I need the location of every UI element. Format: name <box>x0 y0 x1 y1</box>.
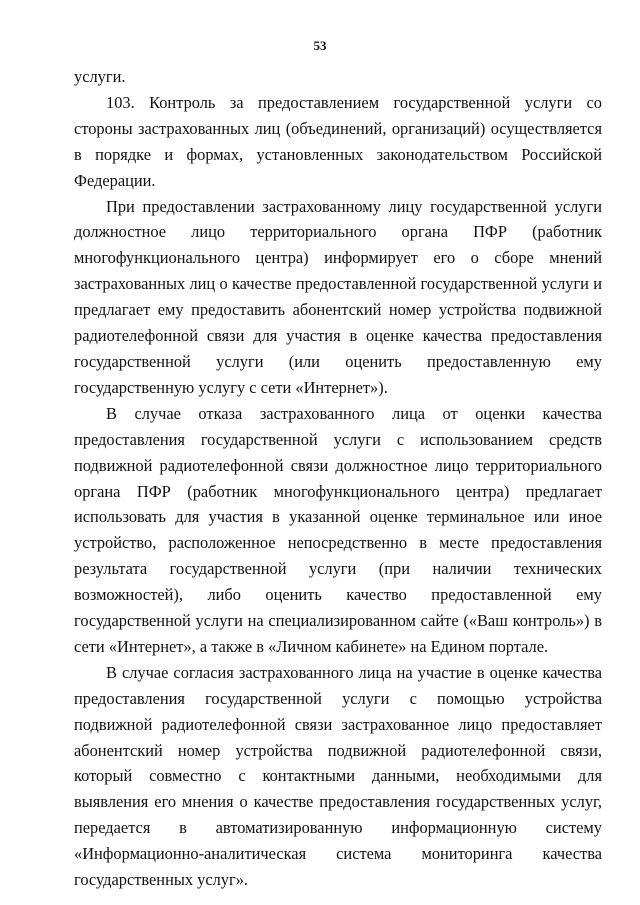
paragraph-consent-case: В случае согласия застрахованного лица на участие в оценке качества предоставления государственной услуги с помощью устройства подвижной радиотелефонной связи застрахованное лицо предоставляет абонентский номер устройства подвижной радиотелефонной связи, который совместно с контактными данными, необходимыми для выявления его мнения о качестве предоставления государственных услуг, передается в автоматизированную информационную систему «Информационно-аналитическая система мониторинга качества государственных услуг». <box>74 662 602 890</box>
paragraph-continuation: услуги. <box>74 67 126 86</box>
page-number: 53 <box>313 38 327 53</box>
paragraph-refusal-case: В случае отказа застрахованного лица от оценки качества предоставления государственной услуги с использованием средств подвижной радиотелефонной связи должностное лицо территориального органа ПФР (работник многофункционального центра) предлагает использовать для участия в указанной оценке терминальное или иное устройство, расположенное непосредственно в месте предоставления результата государственной услуги (при наличии технических возможностей), либо оценить качество предоставленной ему государственной услуги на специализированном сайте («Ваш контроль») в сети «Интернет», а также в «Личном кабинете» на Едином портале. <box>74 403 602 656</box>
paragraph-item-103: 103. Контроль за предоставлением государственной услуги со стороны застрахованных лиц (объединений, организаций) осуществляется в порядке и формах, установленных законодательством Российской Федерации. <box>74 92 602 190</box>
paragraph-rating-offer: При предоставлении застрахованному лицу государственной услуги должностное лицо территориального органа ПФР (работник многофункционального центра) информирует его о сборе мнений застрахованных лиц о качестве предоставленной государственной услуги и предлагает ему предоставить абонентский номер устройства подвижной радиотелефонной связи для участия в оценке качества предоставления государственной услуги (или оценить предоставленную ему государственную услугу с сети «Интернет»). <box>74 196 602 397</box>
body-text <box>74 64 602 893</box>
